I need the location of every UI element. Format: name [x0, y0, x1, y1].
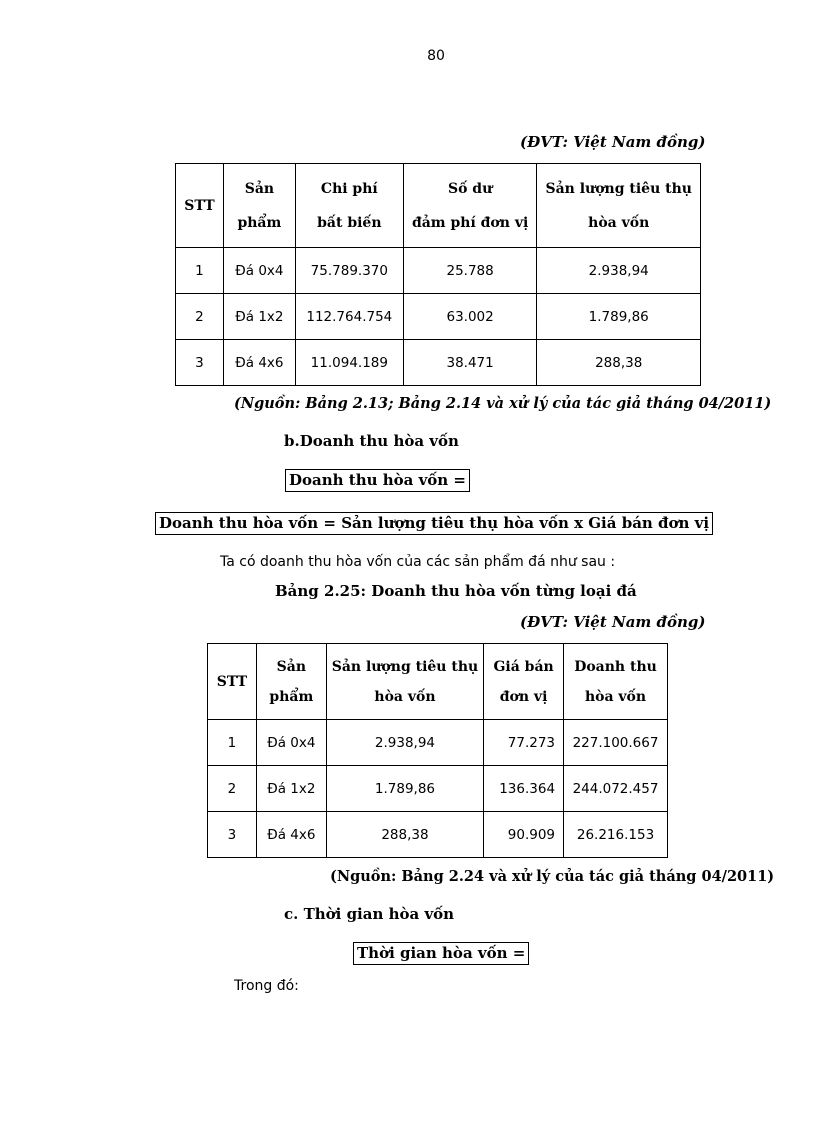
table1-header-breakeven-qty: Sản lượng tiêu thụ hòa vốn: [537, 164, 701, 248]
table2-header-unit-price: Giá bán đơn vị: [484, 644, 564, 720]
table1-source: (Nguồn: Bảng 2.13; Bảng 2.14 và xử lý của tác giả tháng 04/2011): [234, 395, 772, 412]
table1-header-contribution: Số dư đảm phí đơn vị: [403, 164, 537, 248]
formula-box-time: Thời gian hòa vốn =: [353, 942, 529, 965]
formula-full-revenue: Doanh thu hòa vốn = Sản lượng tiêu thụ hòa vốn x Giá bán đơn vị: [155, 512, 713, 535]
section-c-where: Trong đó:: [234, 978, 299, 994]
page-number: 80: [427, 48, 445, 64]
table1-header-fixed-cost: Chi phí bất biến: [295, 164, 403, 248]
table-row: 1 Đá 0x4 75.789.370 25.788 2.938,94: [176, 248, 701, 294]
table1: [175, 163, 701, 386]
section-b-heading: b.Doanh thu hòa vốn: [284, 432, 459, 450]
table2-unit: (ĐVT: Việt Nam đồng): [520, 613, 706, 631]
table2-header-stt: STT: [208, 644, 257, 720]
table1-unit: (ĐVT: Việt Nam đồng): [520, 133, 706, 151]
table1-header-row: [176, 164, 701, 248]
table2-header-row: [208, 644, 668, 720]
table2-header-breakeven-revenue: Doanh thu hòa vốn: [564, 644, 668, 720]
formula-box-revenue: Doanh thu hòa vốn =: [285, 469, 470, 492]
table2: [207, 643, 668, 858]
table2-source: (Nguồn: Bảng 2.24 và xử lý của tác giả tháng 04/2011): [330, 868, 775, 885]
section-c-heading: c. Thời gian hòa vốn: [284, 905, 455, 923]
table2-header-breakeven-qty: Sản lượng tiêu thụ hòa vốn: [326, 644, 483, 720]
section-b-intro: Ta có doanh thu hòa vốn của các sản phẩm đá như sau :: [220, 554, 616, 570]
table-row: 3 Đá 4x6 288,38 90.909 26.216.153: [208, 812, 668, 858]
table-row: 2 Đá 1x2 112.764.754 63.002 1.789,86: [176, 294, 701, 340]
table1-header-product: Sản phẩm: [223, 164, 295, 248]
table2-header-product: Sản phẩm: [256, 644, 326, 720]
table-row: 1 Đá 0x4 2.938,94 77.273 227.100.667: [208, 720, 668, 766]
table1-header-stt: STT: [176, 164, 224, 248]
table-row: 2 Đá 1x2 1.789,86 136.364 244.072.457: [208, 766, 668, 812]
table-row: 3 Đá 4x6 11.094.189 38.471 288,38: [176, 340, 701, 386]
table2-title: Bảng 2.25: Doanh thu hòa vốn từng loại đá: [275, 582, 637, 600]
